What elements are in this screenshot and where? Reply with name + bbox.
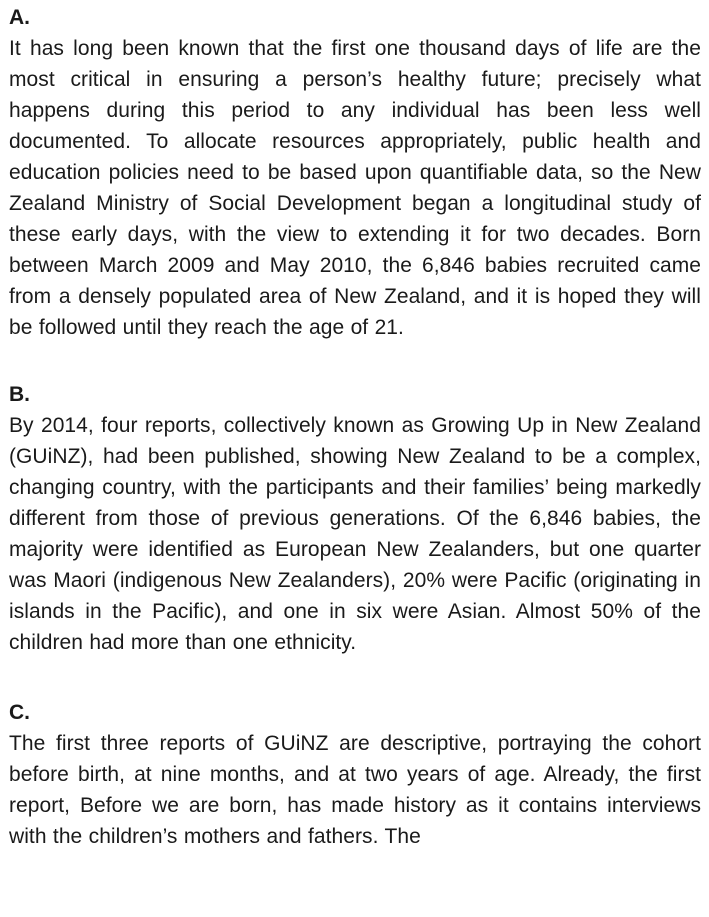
section-c-body: The first three reports of GUiNZ are descriptive, portraying the cohort before birth, at nine months, and at two years of age. Already, the first report, Before we are born, has made history as it contains interviews with the children’s mothers and fathers. The — [9, 732, 701, 848]
section-c — [9, 695, 701, 852]
section-a — [9, 0, 701, 343]
section-b — [9, 377, 701, 658]
section-a-heading: A. — [9, 6, 30, 29]
section-b-heading: B. — [9, 383, 30, 406]
section-spacer — [9, 658, 701, 695]
section-b-body: By 2014, four reports, collectively known as Growing Up in New Zealand (GUiNZ), had been published, showing New Zealand to be a complex, changing country, with the participants and their families’ being markedly different from those of previous generations. Of the 6,846 babies, the majority were identified as European New Zealanders, but one quarter was Maori (indigenous New Zealanders), 20% were Pacific (originating in islands in the Pacific), and one in six were Asian. Almost 50% of the children had more than one ethnicity. — [9, 414, 701, 654]
section-c-heading: C. — [9, 701, 30, 724]
section-spacer — [9, 343, 701, 377]
section-a-body: It has long been known that the first one thousand days of life are the most critical in ensuring a person’s healthy future; precisely what happens during this period to any individual has been less well documented. To allocate resources appropriately, public health and education policies need to be based upon quantifiable data, so the New Zealand Ministry of Social Development began a longitudinal study of these early days, with the view to extending it for two decades. Born between March 2009 and May 2010, the 6,846 babies recruited came from a densely populated area of New Zealand, and it is hoped they will be followed until they reach the age of 21. — [9, 37, 701, 339]
